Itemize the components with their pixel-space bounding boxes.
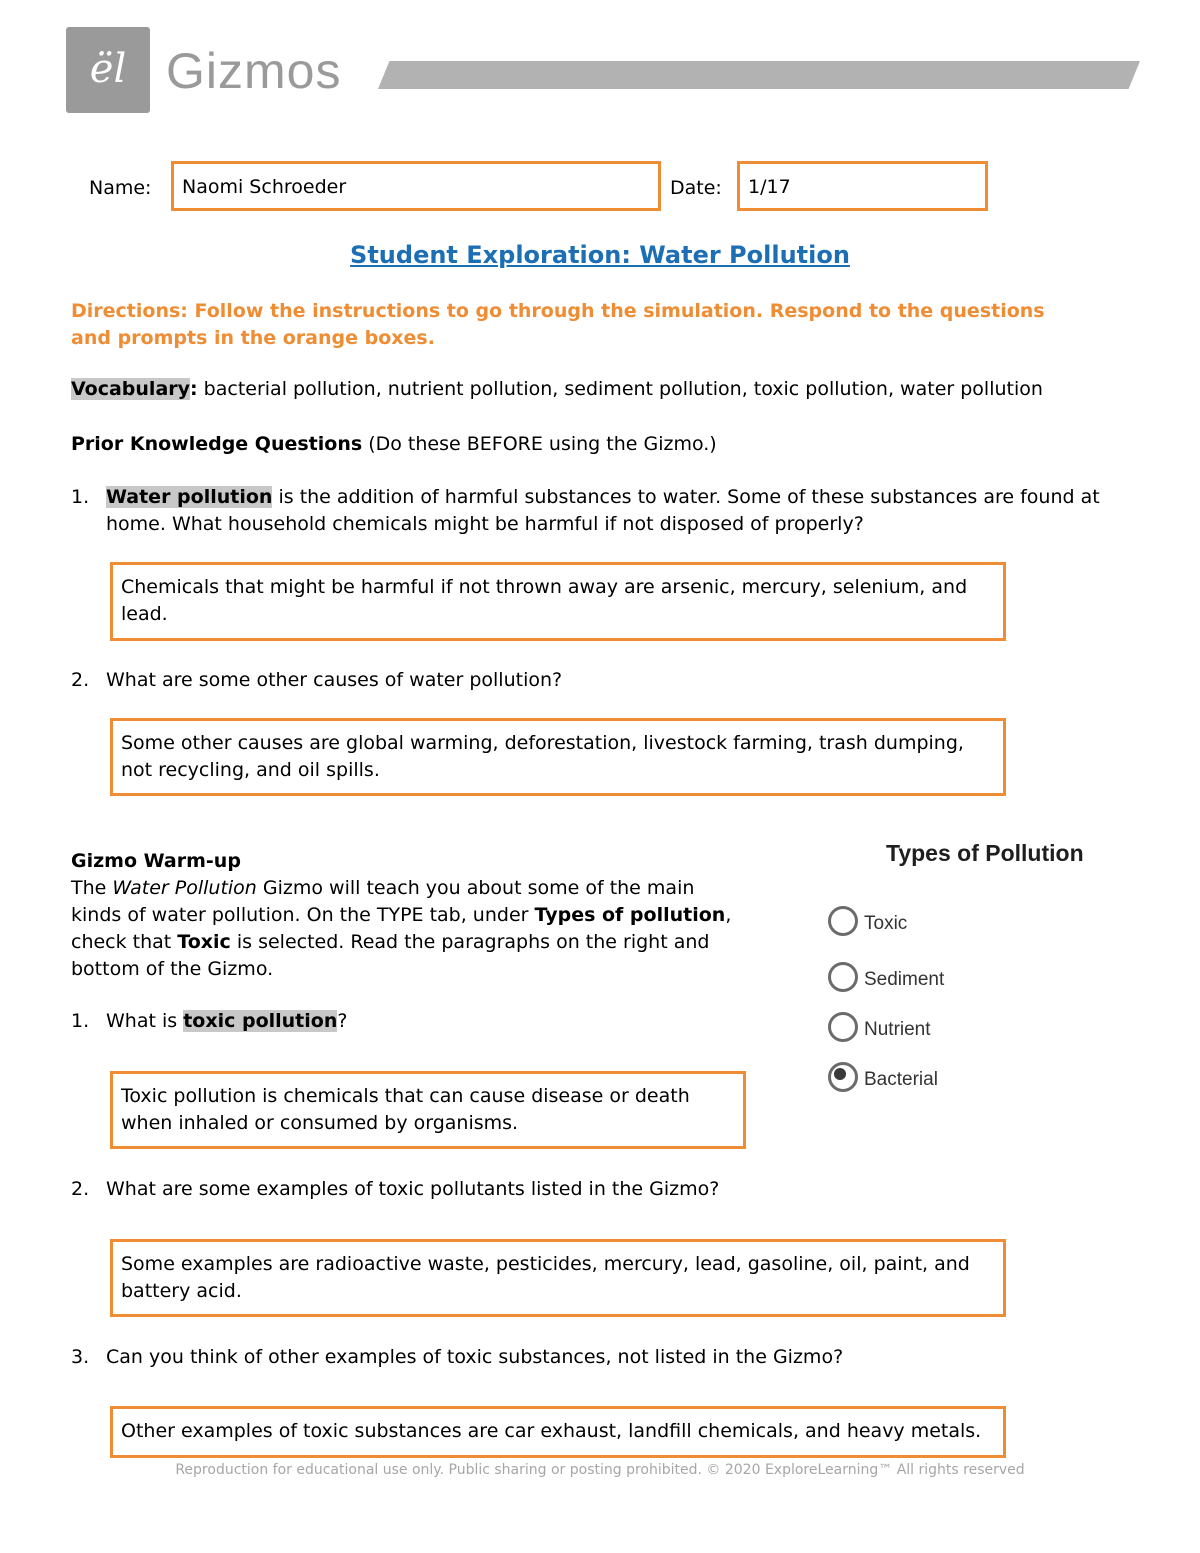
logo-mark: ël [89,46,127,92]
radio-option-sediment[interactable] [828,962,945,992]
radio-option-nutrient[interactable] [828,1012,931,1042]
warmup-q3-text: Can you think of other examples of toxic substances, not listed in the Gizmo? [106,1346,844,1368]
directions: Directions: Follow the instructions to go through the simulation. Respond to the questions and prompts in the orange boxes. [71,300,1045,349]
warmup-term: Toxic [177,931,231,953]
prior-q1-number: 1. [71,486,90,508]
prior-knowledge-note: (Do these BEFORE using the Gizmo.) [362,433,717,455]
warmup-q1-answer-box[interactable]: Toxic pollution is chemicals that can cause disease or death when inhaled or consumed by organisms. [110,1071,746,1149]
warmup-text: Gizmo will teach you about some of the main [256,877,695,899]
prior-knowledge-heading-line [71,431,1151,458]
warmup-q3-number: 3. [71,1346,90,1368]
warmup-paragraph [71,875,751,983]
vocabulary-colon: : [190,378,198,400]
term-toxic-pollution: toxic pollution [183,1010,338,1032]
radio-button[interactable] [828,906,858,936]
prior-q2-text: What are some other causes of water pollution? [106,669,563,691]
warmup-q1-pre: What is [106,1010,184,1032]
prior-q1-answer-box[interactable]: Chemicals that might be harmful if not thrown away are arsenic, mercury, selenium, and lead. [110,562,1006,641]
radio-label: Sediment [864,969,945,990]
date-field[interactable]: 1/17 [737,161,988,211]
types-of-pollution-title: Types of Pollution [886,840,1084,866]
radio-option-toxic[interactable] [828,906,908,936]
term-water-pollution: Water pollution [106,486,273,508]
vocabulary-label: Vocabulary [71,378,191,400]
date-label: Date: [670,177,722,199]
prior-q2-answer-box[interactable]: Some other causes are global warming, deforestation, livestock farming, trash dumping, not recycling, and oil spills. [110,718,1006,796]
prior-q1-text [106,484,1106,538]
warmup-q2-answer-box[interactable]: Some examples are radioactive waste, pesticides, mercury, lead, gasoline, oil, paint, and battery acid. [110,1239,1006,1317]
radio-button[interactable] [828,962,858,992]
warmup-q2-number: 2. [71,1178,90,1200]
name-label: Name: [89,177,152,199]
radio-label: Bacterial [864,1069,938,1090]
gizmo-name: Water Pollution [112,877,257,899]
brand-name: Gizmos [166,43,342,99]
prior-q2-number: 2. [71,669,90,691]
name-field[interactable]: Naomi Schroeder [171,161,661,211]
warmup-q1-post: ? [337,1010,348,1032]
prior-knowledge-heading: Prior Knowledge Questions [71,433,363,455]
radio-label: Nutrient [864,1019,931,1040]
vocabulary-terms: bacterial pollution, nutrient pollution, sediment pollution, toxic pollution, water pollution [197,378,1043,400]
radio-option-bacterial[interactable] [828,1062,938,1092]
warmup-q3-answer-box[interactable]: Other examples of toxic substances are car exhaust, landfill chemicals, and heavy metals. [110,1406,1006,1458]
page-title: Student Exploration: Water Pollution [350,241,850,269]
footer-copyright: Reproduction for educational use only. Public sharing or posting prohibited. © 2020 ExploreLearning™ All rights reserved [175,1462,1025,1478]
radio-button-selected[interactable] [828,1062,858,1092]
warmup-text: bottom of the Gizmo. [71,958,274,980]
warmup-q1-text [106,1008,746,1035]
radio-label: Toxic [864,913,908,934]
prior-q1-line1: is the addition of harmful substances to water. Some of these substances are found at [272,486,1100,508]
warmup-term: Types of pollution [534,904,726,926]
prior-q1-line2: home. What household chemicals might be harmful if not disposed of properly? [106,513,864,535]
warmup-text: The [71,877,113,899]
warmup-text: kinds of water pollution. On the TYPE tab, under [71,904,535,926]
warmup-heading: Gizmo Warm-up [71,850,241,872]
vocabulary-line [71,376,1151,403]
explorelearning-logo [66,27,150,113]
header-bar [378,61,1140,89]
radio-button[interactable] [828,1012,858,1042]
warmup-q1-number: 1. [71,1010,90,1032]
warmup-section [71,848,751,983]
warmup-text: is selected. Read the paragraphs on the right and [230,931,710,953]
warmup-q2-text: What are some examples of toxic pollutants listed in the Gizmo? [106,1178,720,1200]
warmup-text: , [725,904,732,926]
warmup-text: check that [71,931,178,953]
